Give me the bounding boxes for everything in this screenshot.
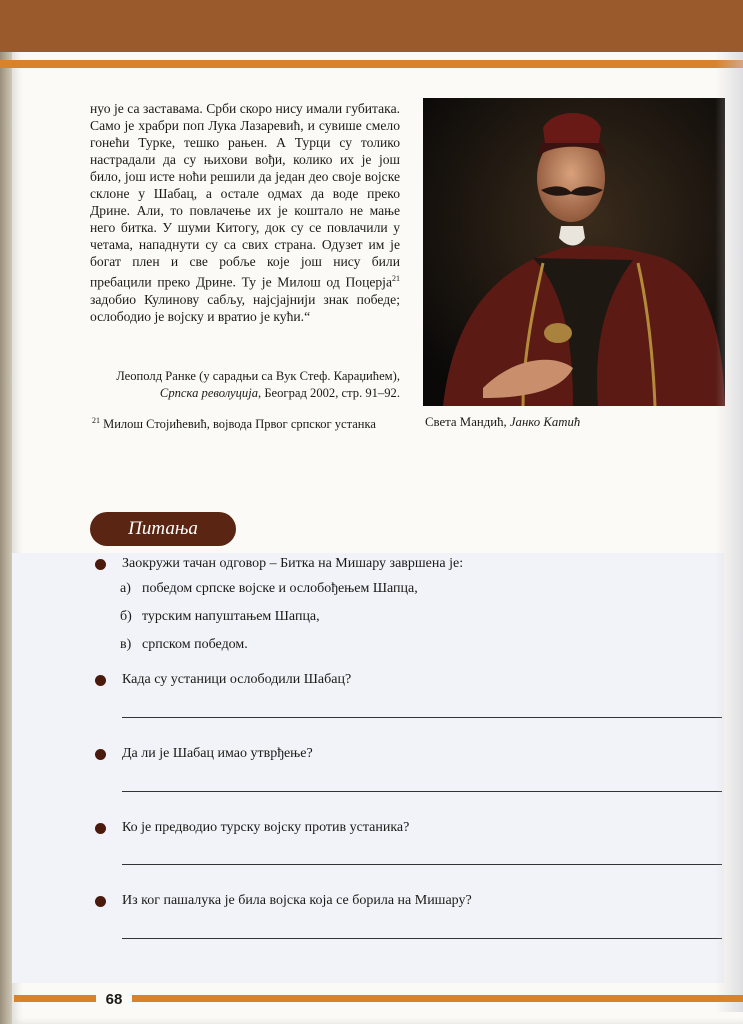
source-details: , Београд 2002, стр. 91–92.: [258, 386, 400, 400]
option-a-letter: а): [120, 581, 131, 596]
bullet-icon: [95, 749, 106, 760]
bullet-icon: [95, 823, 106, 834]
page-curl-shadow: [715, 52, 743, 1012]
option-c-letter: в): [120, 637, 132, 652]
page-spine: [0, 0, 12, 1024]
portrait-painting: [423, 98, 725, 406]
question-4: [95, 820, 409, 836]
question-2-text: Када су устаници ослободили Шабац?: [122, 672, 352, 687]
answer-line-2[interactable]: [122, 717, 722, 718]
quote-source: [90, 368, 400, 402]
section-title: Питања: [90, 512, 236, 546]
answer-line-5[interactable]: [122, 938, 722, 939]
caption-author: Света Мандић,: [425, 415, 510, 429]
question-1: [95, 556, 463, 572]
header-rule: [0, 60, 743, 68]
bullet-icon: [95, 559, 106, 570]
option-a[interactable]: [120, 581, 418, 597]
portrait-caption: [425, 415, 725, 430]
option-b-text: турским напуштањем Шапца,: [142, 609, 320, 624]
answer-line-4[interactable]: [122, 864, 722, 865]
footnote: [92, 416, 402, 432]
answer-line-3[interactable]: [122, 791, 722, 792]
question-5: [95, 893, 472, 909]
option-a-text: победом српске војске и ослобођењем Шапца,: [142, 581, 418, 596]
bullet-icon: [95, 675, 106, 686]
bullet-icon: [95, 896, 106, 907]
page-number: 68: [96, 987, 132, 1011]
question-2: [95, 672, 351, 688]
footnote-text: Милош Стојићевић, војвода Првог српског устанка: [100, 417, 376, 432]
option-b[interactable]: [120, 609, 320, 625]
portrait-image: [423, 98, 725, 406]
footnote-ref: 21: [392, 274, 400, 283]
question-4-text: Ко је предводио турску војску против устаника?: [122, 820, 410, 835]
quote-body: нуо је са заставама. Срби скоро нису имали губитака. Само је храбри поп Лука Лазаревић, и сувише смело гонећи Турке, тешко рањен. А Турци су толико настрадали да су њихови вођи, колико их је још било, још исте ноћи решили да један део своје војске склоне у Шабац, а остале одмах да воде преко Дрине. Али, то повлачење их је коштало не мање него битка. У шуми Китогу, док су се повлачили у четама, нападнути су са свих страна. Одузет им је богат плен и све робље које још нису били пребацили преко Дрине. Ту је Милош од Поцерја: [90, 101, 400, 290]
question-1-text: Заокружи тачан одговор – Битка на Мишару завршена је:: [122, 556, 464, 571]
question-3: [95, 746, 313, 762]
questions-area: [12, 553, 724, 983]
source-publication: [90, 385, 400, 402]
header-band: [0, 0, 743, 52]
option-c[interactable]: [120, 637, 248, 653]
option-b-letter: б): [120, 609, 132, 624]
question-5-text: Из ког пашалука је била војска која се борила на Мишару?: [122, 893, 472, 908]
quote-body-end: задобио Кулинову сабљу, најсјајнији знак победе; ослободио је војску и вратио је кући.“: [90, 291, 400, 324]
source-authors: Леополд Ранке (у сарадњи са Вук Стеф. Караџићем),: [116, 369, 400, 383]
option-c-text: српском победом.: [142, 637, 248, 652]
footnote-number: 21: [92, 416, 100, 425]
quote-text: [90, 100, 400, 325]
source-title: Српска револуција: [159, 386, 259, 400]
question-3-text: Да ли је Шабац имао утврђење?: [122, 746, 313, 761]
caption-title: Јанко Катић: [509, 415, 581, 429]
